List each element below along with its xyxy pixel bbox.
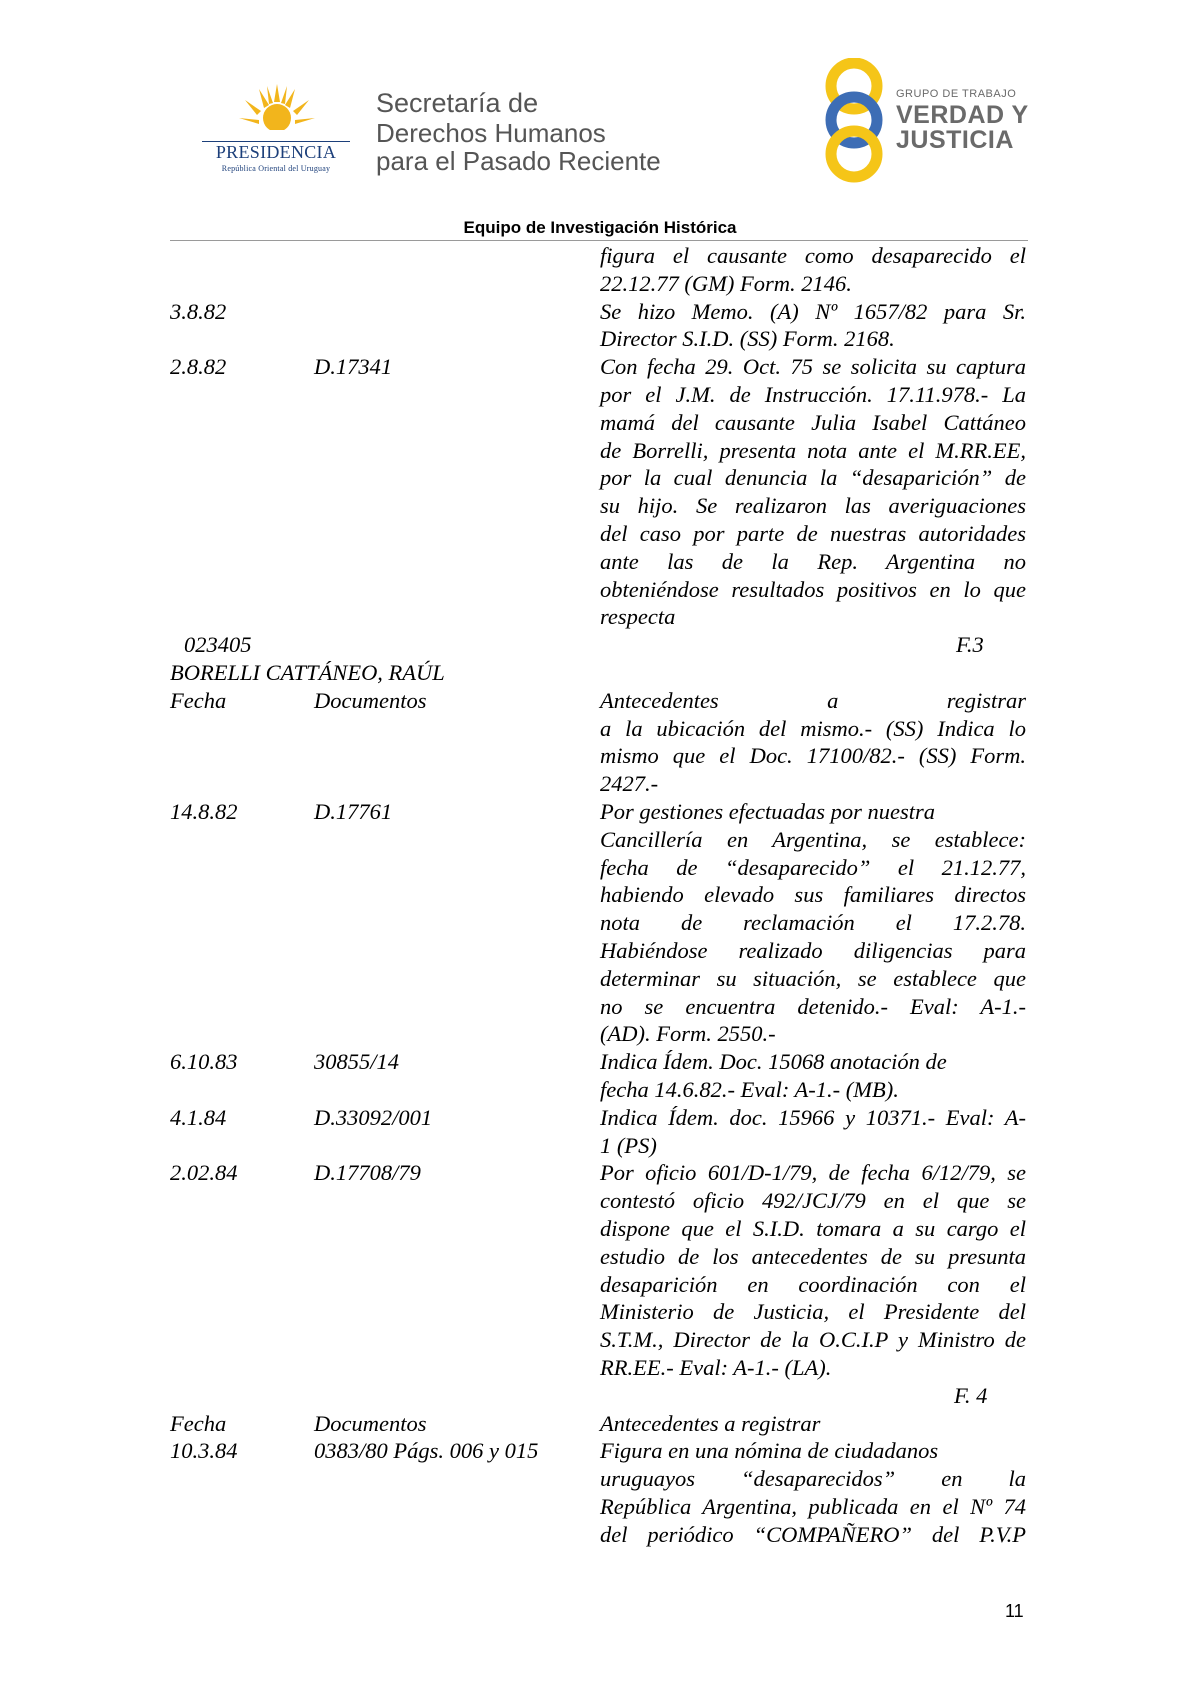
antecedent-text: habiendo elevado sus familiares directos — [600, 882, 1026, 907]
antecedent-text: Indica Ídem. Doc. 15068 anotación de — [600, 1049, 947, 1074]
date-cell: 14.8.82 — [170, 799, 238, 824]
antecedent-text: a la ubicación del mismo.- (SS) Indica lo — [600, 716, 1026, 741]
antecedent-text: contestó oficio 492/JCJ/79 en el que se — [600, 1188, 1026, 1213]
folio-label: F. 4 — [954, 1383, 988, 1408]
antecedent-text: del caso por parte de nuestras autoridades — [600, 521, 1026, 546]
antecedent-text: determinar su situación, se establece que — [600, 966, 1026, 991]
antecedent-text: su hijo. Se realizaron las averiguaciones — [600, 493, 1026, 518]
date-cell: 2.02.84 — [170, 1160, 238, 1185]
document-cell: 30855/14 — [314, 1049, 400, 1074]
header-rule — [170, 240, 1028, 241]
antecedent-text: por el J.M. de Instrucción. 17.11.978.- La — [600, 382, 1026, 407]
antecedent-text: desaparición en coordinación con el — [600, 1272, 1026, 1297]
secretaria-line-2: Derechos Humanos — [376, 118, 606, 148]
antecedent-text: República Argentina, publicada en el Nº 74 — [600, 1494, 1026, 1519]
antecedent-text: Con fecha 29. Oct. 75 se solicita su captura — [600, 354, 1026, 379]
antecedent-text: obteniéndose resultados positivos en lo que — [600, 577, 1026, 602]
antecedent-text: de Borrelli, presenta nota ante el M.RR.EE, — [600, 438, 1026, 463]
antecedent-text: uruguayos “desaparecidos” en la — [600, 1466, 1026, 1491]
antecedent-text: nota de reclamación el 17.2.78. — [600, 910, 1026, 935]
antecedent-text: ante las de la Rep. Argentina no — [600, 549, 1026, 574]
antecedent-text: dispone que el S.I.D. tomara a su cargo el — [600, 1216, 1026, 1241]
antecedent-text: no se encuentra detenido.- Eval: A-1.- — [600, 994, 1026, 1019]
secretaria-block — [376, 88, 661, 175]
antecedent-text: del periódico “COMPAÑERO” del P.V.P — [600, 1522, 1026, 1547]
secretaria-line-3: para el Pasado Reciente — [376, 146, 661, 176]
antecedent-text: Habiéndose realizado diligencias para — [600, 938, 1026, 963]
date-cell: BORELLI CATTÁNEO, RAÚL — [170, 660, 445, 685]
document-cell: Documentos — [314, 688, 427, 713]
document-cell: 0383/80 Págs. 006 y 015 — [314, 1438, 539, 1463]
antecedent-text: Director S.I.D. (SS) Form. 2168. — [600, 326, 895, 351]
antecedent-text: Antecedentes a registrar — [600, 1411, 821, 1436]
file-number: 023405 — [184, 632, 252, 657]
antecedent-text: fecha 14.6.82.- Eval: A-1.- (MB). — [600, 1077, 899, 1102]
antecedent-text: mismo que el Doc. 17100/82.- (SS) Form. — [600, 743, 1026, 768]
rings-icon — [822, 58, 886, 183]
antecedent-text: por la cual denuncia la “desaparición” de — [600, 465, 1026, 490]
gtvj-line-1: VERDAD Y — [896, 101, 1029, 129]
antecedent-text: Ministerio de Justicia, el Presidente del — [600, 1299, 1026, 1324]
antecedent-text: Cancillería en Argentina, se establece: — [600, 827, 1026, 852]
page-number: 11 — [1005, 1601, 1024, 1621]
date-cell: 10.3.84 — [170, 1438, 238, 1463]
date-cell: 2.8.82 — [170, 354, 227, 379]
antecedent-text: respecta — [600, 604, 676, 629]
antecedent-text: 1 (PS) — [600, 1133, 657, 1158]
antecedent-text: fecha de “desaparecido” el 21.12.77, — [600, 855, 1026, 880]
secretaria-line-1: Secretaría de — [376, 88, 539, 118]
date-cell: 4.1.84 — [170, 1105, 227, 1130]
date-cell: Fecha — [170, 688, 227, 713]
antecedent-text: Indica Ídem. doc. 15966 y 10371.- Eval: A- — [600, 1105, 1026, 1130]
antecedent-text: Figura en una nómina de ciudadanos — [600, 1438, 939, 1463]
antecedent-text: mamá del causante Julia Isabel Cattáneo — [600, 410, 1026, 435]
date-cell: 6.10.83 — [170, 1049, 238, 1074]
presidencia-subtitle: República Oriental del Uruguay — [221, 164, 331, 173]
document-cell: D.17761 — [314, 799, 393, 824]
antecedent-text: (AD). Form. 2550.- — [600, 1021, 776, 1046]
document-cell: D.33092/001 — [314, 1105, 433, 1130]
antecedent-text: Por oficio 601/D-1/79, de fecha 6/12/79, se — [600, 1160, 1026, 1185]
document-cell: Documentos — [314, 1411, 427, 1436]
presidencia-name: PRESIDENCIA — [215, 142, 337, 162]
document-cell: D.17708/79 — [314, 1160, 421, 1185]
date-cell: Fecha — [170, 1411, 227, 1436]
date-cell: 3.8.82 — [170, 299, 227, 324]
folio-label: F.3 — [956, 632, 984, 657]
antecedent-text: estudio de los antecedentes de su presunta — [600, 1244, 1026, 1269]
header-title: Equipo de Investigación Histórica — [463, 218, 737, 237]
antecedent-text: 22.12.77 (GM) Form. 2146. — [600, 271, 852, 296]
sun-icon — [239, 84, 315, 140]
gtvj-small-text: GRUPO DE TRABAJO — [896, 88, 1017, 100]
document-cell: D.17341 — [314, 354, 393, 379]
antecedent-text: 2427.- — [600, 771, 659, 796]
antecedent-text: RR.EE.- Eval: A-1.- (LA). — [600, 1355, 832, 1380]
antecedent-text: Antecedentes a registrar — [600, 688, 1026, 713]
gtvj-line-2: JUSTICIA — [896, 126, 1014, 154]
verdad-justicia-logo — [822, 58, 1032, 183]
antecedent-text: Por gestiones efectuadas por nuestra — [600, 799, 935, 824]
presidencia-logo — [196, 84, 356, 180]
antecedent-text: figura el causante como desaparecido el — [600, 243, 1026, 268]
antecedent-text: Se hizo Memo. (A) Nº 1657/82 para Sr. — [600, 299, 1026, 324]
antecedent-text: S.T.M., Director de la O.C.I.P y Ministro de — [600, 1327, 1026, 1352]
